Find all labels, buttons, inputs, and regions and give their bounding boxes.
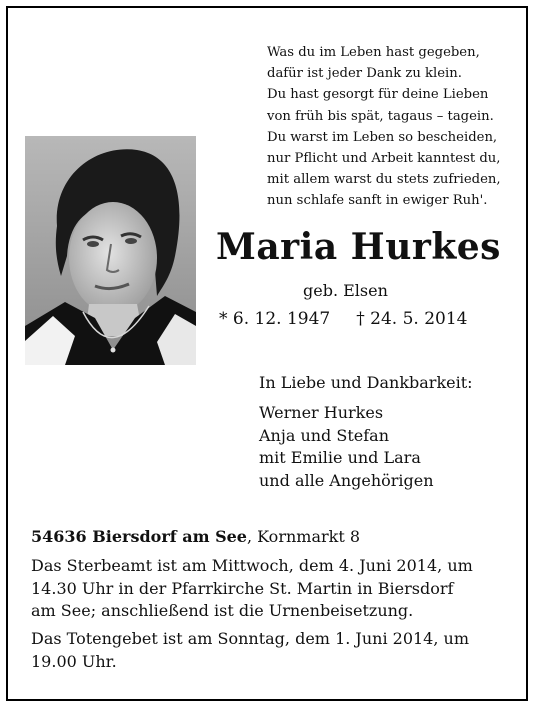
mourners-list xyxy=(259,402,434,492)
notice-line: 19.00 Uhr. xyxy=(31,651,117,671)
deceased-name: Maria Hurkes xyxy=(216,226,501,268)
poem-line: dafür ist jeder Dank zu klein. xyxy=(267,66,462,82)
death-date: † 24. 5. 2014 xyxy=(356,309,468,329)
poem-line: Du warst im Leben so bescheiden, xyxy=(267,129,498,145)
poem-line: mit allem warst du stets zufrieden, xyxy=(267,172,501,188)
maiden-name: geb. Elsen xyxy=(303,281,388,300)
family-address xyxy=(31,527,360,546)
birth-date: * 6. 12. 1947 xyxy=(219,309,331,329)
prayer-notice xyxy=(31,628,509,673)
notice-line: am See; anschließend ist die Urnenbeisetzung. xyxy=(31,601,414,620)
portrait-image xyxy=(25,136,196,365)
poem-line: Du hast gesorgt für deine Lieben xyxy=(267,87,489,103)
address-place: 54636 Biersdorf am See xyxy=(31,527,247,546)
mourners-intro: In Liebe und Dankbarkeit: xyxy=(259,373,473,392)
poem-line: von früh bis spät, tagaus – tagein. xyxy=(267,108,494,124)
mourner-line: Anja und Stefan xyxy=(259,425,390,445)
poem-line: nur Pflicht und Arbeit kanntest du, xyxy=(267,151,501,167)
notice-line: Das Totengebet ist am Sonntag, dem 1. Juni 2014, um xyxy=(31,629,470,648)
mourner-line: und alle Angehörigen xyxy=(259,470,434,490)
notice-line: 14.30 Uhr in der Pfarrkirche St. Martin in Biersdorf xyxy=(31,578,454,598)
poem-line: nun schlafe sanft in ewiger Ruh'. xyxy=(267,193,488,209)
life-dates xyxy=(219,309,467,329)
mourner-line: mit Emilie und Lara xyxy=(259,448,421,467)
poem xyxy=(267,42,501,212)
poem-line: Was du im Leben hast gegeben, xyxy=(267,45,480,60)
funeral-notice xyxy=(31,555,509,623)
mourner-line: Werner Hurkes xyxy=(259,403,384,422)
portrait-photo xyxy=(25,136,196,365)
address-street: , Kornmarkt 8 xyxy=(246,527,361,546)
notice-line: Das Sterbeamt ist am Mittwoch, dem 4. Juni 2014, um xyxy=(31,556,473,575)
